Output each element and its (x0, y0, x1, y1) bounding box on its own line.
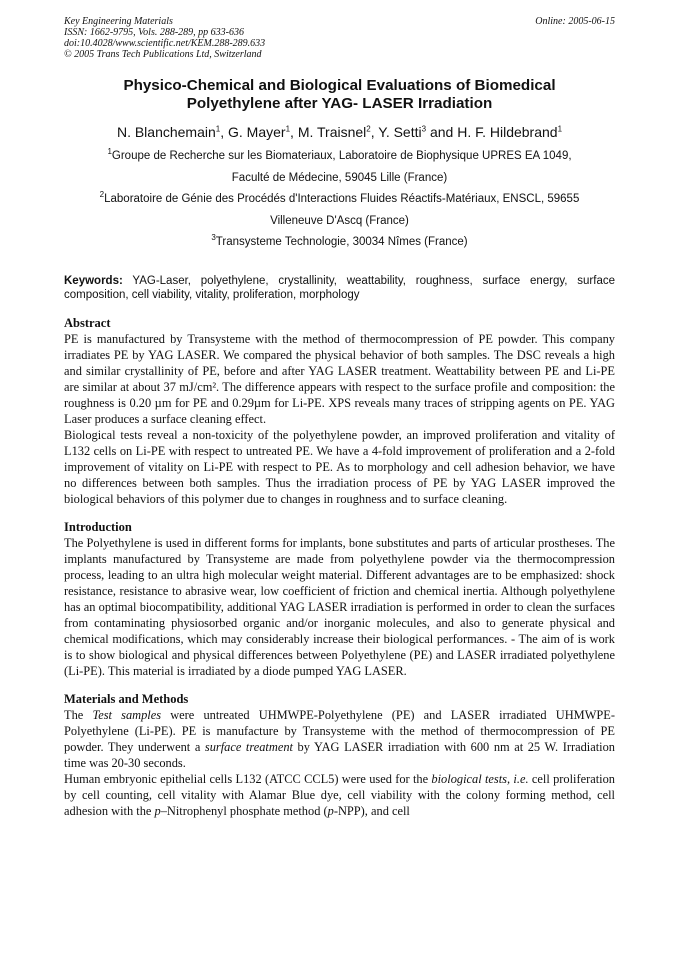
keywords (64, 274, 615, 303)
title-line-2: Polyethylene after YAG- LASER Irradiation (186, 95, 493, 112)
introduction-paragraph: The Polyethylene is used in different forms for implants, bone substitutes and parts of articular prostheses. The implants manufactured by Transysteme are made from polyethylene powder via the thermocompression process, leading to an ultra high molecular weight material. Different advantages are to be emphasized: shock resistance, resistance to abrasive wear, low coefficient of friction and chemical inertia. Although polyethylene has an optimal biocompatibility, additional YAG LASER irradiation is performed in order to clean the surfaces from contaminating physiosorbed organic and/or inorganic molecules, and also to generate physical and chemical modifications, which may considerably increase their biological performances. - The aim of is work is to show biological and physical differences between Polyethylene (PE) and LASER irradiated polyethylene (Li-PE). This material is irradiated by a diode pumped YAG LASER. (64, 535, 615, 678)
paper-title (64, 77, 615, 113)
journal-name: Key Engineering Materials (64, 16, 173, 27)
journal-header (64, 16, 615, 60)
keywords-label: Keywords: (64, 274, 123, 287)
methods-paragraph-1: The Test samples were untreated UHMWPE-Polyethylene (PE) and LASER irradiated UHMWPE-Polyethylene (Li-PE). PE is manufacture by Transysteme with the method of thermocompression of PE powder. They underwent a surface treatment by YAG LASER irradiation with 600 nm at 25 W. Irradiation time was 20-30 seconds. (64, 707, 615, 770)
author: N. Blanchemain$^1$, (116, 124, 229, 140)
introduction-section (64, 520, 615, 679)
author: M. Traisnel$^2$, (297, 124, 379, 140)
author: G. Mayer$^1$, (228, 124, 298, 140)
affiliation-3: $^3$Transysteme Technologie, 30034 Nîmes (France) (211, 233, 468, 249)
title-line-1: Physico-Chemical and Biological Evaluations of Biomedical (123, 77, 556, 94)
abstract-heading: Abstract (64, 315, 111, 330)
methods-section (64, 692, 615, 819)
issn-line: ISSN: 1662-9795, Vols. 288-289, pp 633-636 (64, 27, 244, 38)
abstract-section (64, 316, 615, 507)
introduction-heading: Introduction (64, 519, 132, 534)
affiliation-2: $^2$Laboratoire de Génie des Procédés d'Interactions Fluides Réactifs-Matériaux, ENSCL, 59655 Villeneuve D'Ascq (France) (99, 190, 580, 227)
keywords-text: YAG-Laser, polyethylene, crystallinity, weattability, roughness, surface energy, surface composition, cell viability, vitality, proliferation, morphology (64, 274, 615, 302)
online-date: Online: 2005-06-15 (535, 16, 615, 27)
methods-paragraph-2: Human embryonic epithelial cells L132 (ATCC CCL5) were used for the biological tests, i.e. cell proliferation by cell counting, cell vitality with Alamar Blue dye, cell viability with the colony forming method, cell adhesion with the p–Nitrophenyl phosphate method (p-NPP), and cell (64, 771, 615, 818)
author: Y. Setti$^3$ and (378, 124, 458, 140)
author: H. F. Hildebrand$^1$ (457, 124, 563, 140)
abstract-paragraph-2: Biological tests reveal a non-toxicity of the polyethylene powder, an improved proliferation and vitality of L132 cells on Li-PE with respect to untreated PE. We have a 4-fold improvement of proliferation and a 2-fold improvement of vitality on Li-PE with respect to PE. As to morphology and cell adhesion behavior, we have no differences between both samples. Thus the irradiation process of PE by YAG LASER improved the biological behaviors of this polymer due to changes in roughness and to surface cleaning. (64, 427, 615, 506)
affiliation-1: $^1$Groupe de Recherche sur les Biomateriaux, Laboratoire de Biophysique UPRES EA 1049, Faculté de Médecine, 59045 Lille (France) (107, 147, 572, 184)
affiliations (64, 146, 615, 254)
abstract-paragraph-1: PE is manufactured by Transysteme with the method of thermocompression of PE powder. This company irradiates PE by YAG LASER. We compared the physical behavior of both samples. The DSC reveals a high and similar crystallinity of PE, before and after YAG LASER treatment. Weattability between PE and Li-PE are similar at about 37 mJ/cm². The difference appears with respect to the surface profile and composition: the roughness is 0.20 µm for PE and 0.29µm for Li-PE. XPS reveals many traces of stripping agents on PE. YAG Laser produces a surface cleaning effect. (64, 331, 615, 426)
paper-page (64, 16, 615, 819)
methods-heading: Materials and Methods (64, 691, 189, 706)
author-list (64, 124, 615, 141)
copyright-line: © 2005 Trans Tech Publications Ltd, Switzerland (64, 49, 262, 60)
doi-line: doi:10.4028/www.scientific.net/KEM.288-289.633 (64, 38, 266, 49)
